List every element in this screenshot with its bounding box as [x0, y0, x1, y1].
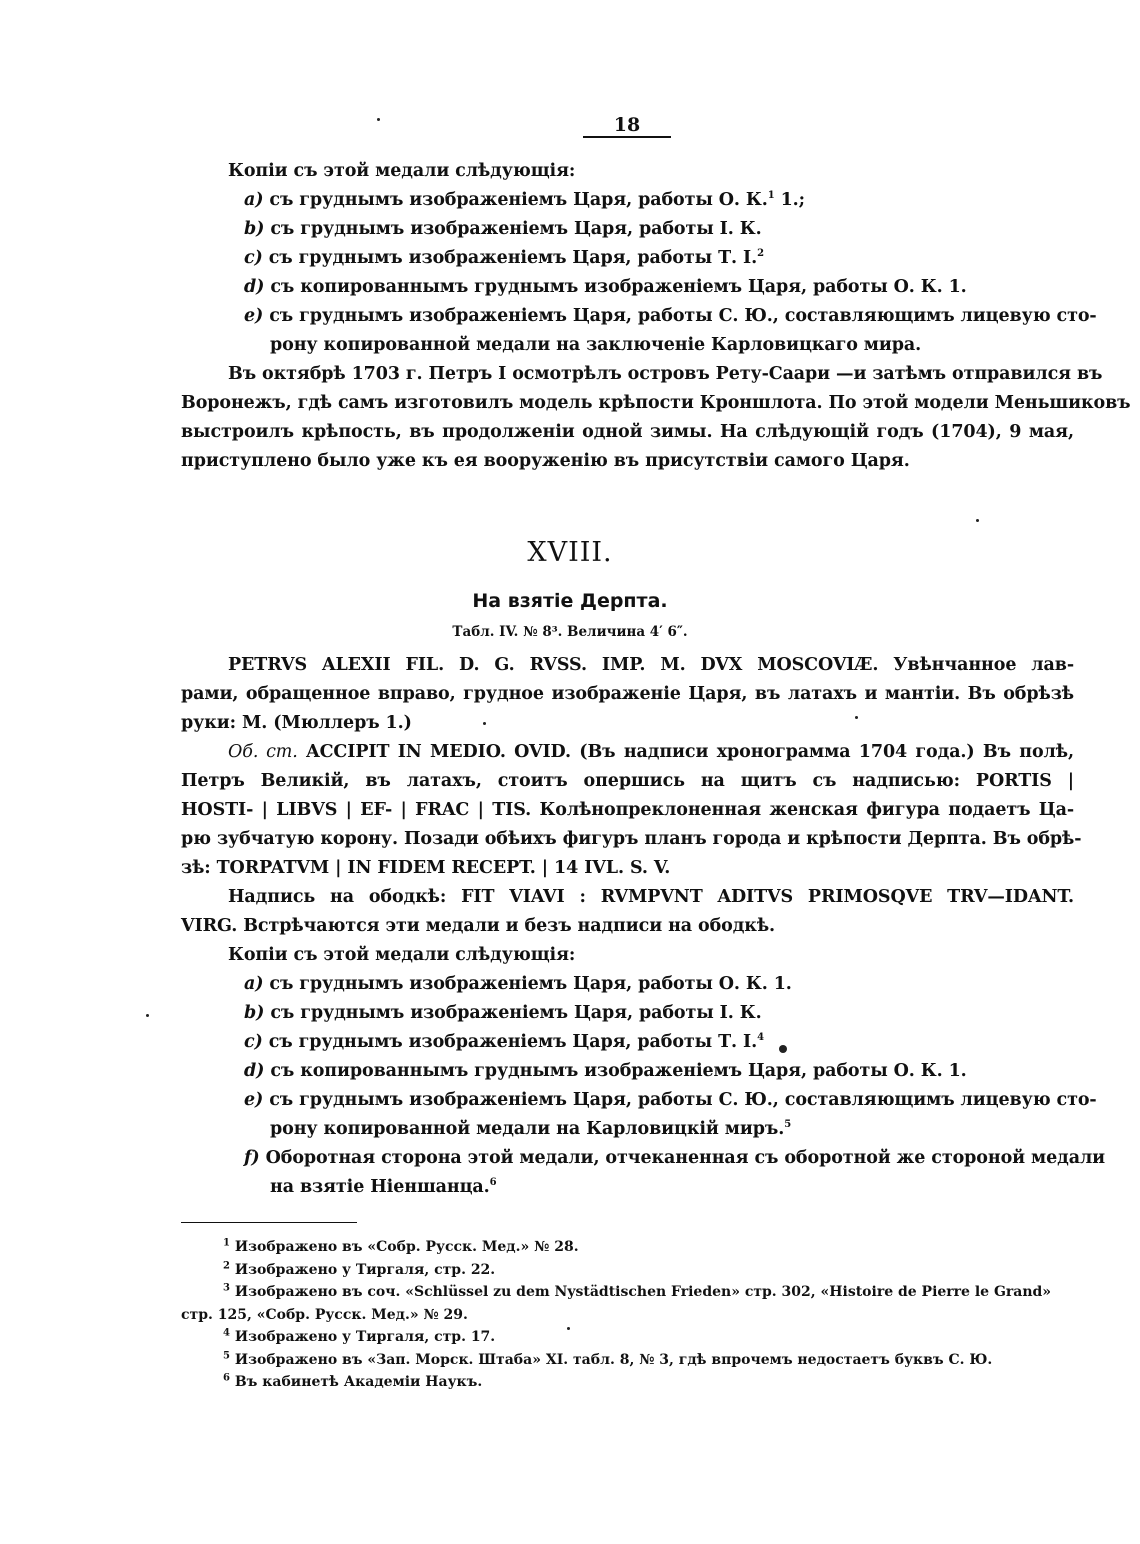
- edge-inscription-line: Надпись на ободкѣ: FIT VIAVI : RVMPVNT ADITVS PRIMOSQVE TRV—IDANT.: [228, 887, 1074, 907]
- copy-item: b) съ груднымъ изображеніемъ Царя, работы І. К.: [244, 219, 762, 239]
- footnote-ref: 6: [489, 1177, 497, 1189]
- footnote-ref: 1: [767, 190, 775, 202]
- scan-speck: [855, 716, 858, 719]
- edge-inscription-line: VIRG. Встрѣчаются эти медали и безъ надписи на ободкѣ.: [181, 916, 776, 936]
- copy-item-continuation: рону копированной медали на заключеніе Карловицкаго мира.: [270, 335, 922, 355]
- reverse-line: зѣ: TORPATVM | IN FIDEM RECEPT. | 14 IVL. S. V.: [181, 858, 671, 878]
- copy-item: b) съ груднымъ изображеніемъ Царя, работы І. К.: [244, 1003, 762, 1023]
- copy-item-continuation: рону копированной медали на Карловицкій миръ.$^5$: [270, 1119, 792, 1139]
- scan-speck: [377, 118, 380, 121]
- footnote-ref: 4: [757, 1032, 764, 1044]
- copy-item: c) съ груднымъ изображеніемъ Царя, работы Т. І.$^2$: [244, 248, 764, 268]
- copy-item: a) съ груднымъ изображеніемъ Царя, работы О. К.$^1$ 1.;: [244, 190, 805, 210]
- scan-speck: [146, 1014, 149, 1017]
- paragraph-line: приступлено было уже къ ея вооруженію въ присутствіи самого Царя.: [181, 451, 910, 471]
- scan-speck: [976, 519, 979, 522]
- footnote-divider: [181, 1222, 357, 1223]
- plate-reference: Табл. IV. № 8³. Величина 4′ 6″.: [452, 624, 688, 640]
- footnote: $^2$ Изображено у Тиргаля, стр. 22.: [223, 1259, 496, 1278]
- copy-item-continuation: на взятіе Ніеншанца.$^6$: [270, 1177, 497, 1197]
- paragraph-line: Воронежъ, гдѣ самъ изготовилъ модель крѣпости Кроншлота. По этой модели Меньшиковъ: [181, 393, 1131, 413]
- copies-intro: Копіи съ этой медали слѣдующія:: [228, 161, 576, 181]
- reverse-line: Петръ Великій, въ латахъ, стоитъ опершись на щитъ съ надписью: PORTIS |: [181, 771, 1074, 791]
- copy-item: d) съ копированнымъ груднымъ изображеніемъ Царя, работы О. К. 1.: [244, 277, 967, 297]
- footnote-continuation: стр. 125, «Собр. Русск. Мед.» № 29.: [181, 1306, 468, 1323]
- scan-speck: [779, 1045, 787, 1053]
- section-title: На взятіе Дерпта.: [472, 590, 668, 612]
- paragraph-line: выстроилъ крѣпость, въ продолженіи одной зимы. На слѣдующій годъ (1704), 9 мая,: [181, 422, 1074, 442]
- footnote-ref: 2: [757, 248, 764, 260]
- footnote: $^4$ Изображено у Тиргаля, стр. 17.: [223, 1327, 496, 1345]
- section-numeral: XVIII.: [527, 537, 613, 568]
- scan-speck: [567, 1327, 570, 1330]
- scan-speck: [483, 722, 486, 725]
- copy-item: c) съ груднымъ изображеніемъ Царя, работы Т. І.$^4$: [244, 1032, 764, 1052]
- copy-item: e) съ груднымъ изображеніемъ Царя, работы С. Ю., составляющимъ лицевую сто-: [244, 1090, 1097, 1110]
- top-copies-block: [181, 157, 1131, 476]
- obverse-line: PETRVS ALEXII FIL. D. G. RVSS. IMP. M. DVX MOSCOVIÆ. Увѣнчанное лав-: [228, 655, 1074, 675]
- copy-item: a) съ груднымъ изображеніемъ Царя, работы О. К. 1.: [244, 974, 792, 994]
- copy-item: e) съ груднымъ изображеніемъ Царя, работы С. Ю., составляющимъ лицевую сто-: [244, 306, 1097, 326]
- reverse-label: Об. ст.: [228, 742, 298, 762]
- footnote: $^5$ Изображено въ «Зап. Морск. Штаба» XI. табл. 8, № 3, гдѣ впрочемъ недостаетъ буквъ С. Ю.: [223, 1349, 993, 1368]
- copy-item: f) Оборотная сторона этой медали, отчеканенная съ оборотной же стороной медали: [244, 1148, 1106, 1168]
- footnote: $^3$ Изображено въ соч. «Schlüssel zu dem Nystädtischen Frieden» стр. 302, «Histoire de Pierre le Grand»: [223, 1282, 1052, 1300]
- obverse-line: рами, обращенное вправо, грудное изображеніе Царя, въ латахъ и мантіи. Въ обрѣзѣ: [181, 684, 1074, 704]
- medal-description: [181, 651, 1106, 1202]
- reverse-line: Об. ст. ACCIPIT IN MEDIO. OVID. (Въ надписи хронограмма 1704 года.) Въ полѣ,: [228, 742, 1074, 762]
- reverse-line: рю зубчатую корону. Позади обѣихъ фигуръ планъ города и крѣпости Дерпта. Въ обрѣ-: [181, 829, 1082, 849]
- reverse-line: HOSTI- | LIBVS | EF- | FRAC | TIS. Колѣнопреклоненная женская фигура подаетъ Ца-: [181, 800, 1074, 820]
- footnote: $^6$ Въ кабинетѣ Академіи Наукъ.: [223, 1372, 483, 1390]
- page-number: 18: [583, 114, 671, 138]
- copy-item: d) съ копированнымъ груднымъ изображеніемъ Царя, работы О. К. 1.: [244, 1061, 967, 1081]
- paragraph-line: Въ октябрѣ 1703 г. Петръ I осмотрѣлъ островъ Рету-Саари —и затѣмъ отправился въ: [228, 364, 1103, 384]
- footnote-ref: 5: [784, 1119, 792, 1131]
- copies-intro: Копіи съ этой медали слѣдующія:: [228, 945, 576, 965]
- footnote: $^1$ Изображено въ «Собр. Русск. Мед.» № 28.: [223, 1237, 579, 1255]
- footnotes: [181, 1236, 1074, 1394]
- obverse-line: руки: М. (Мюллеръ 1.): [181, 713, 412, 733]
